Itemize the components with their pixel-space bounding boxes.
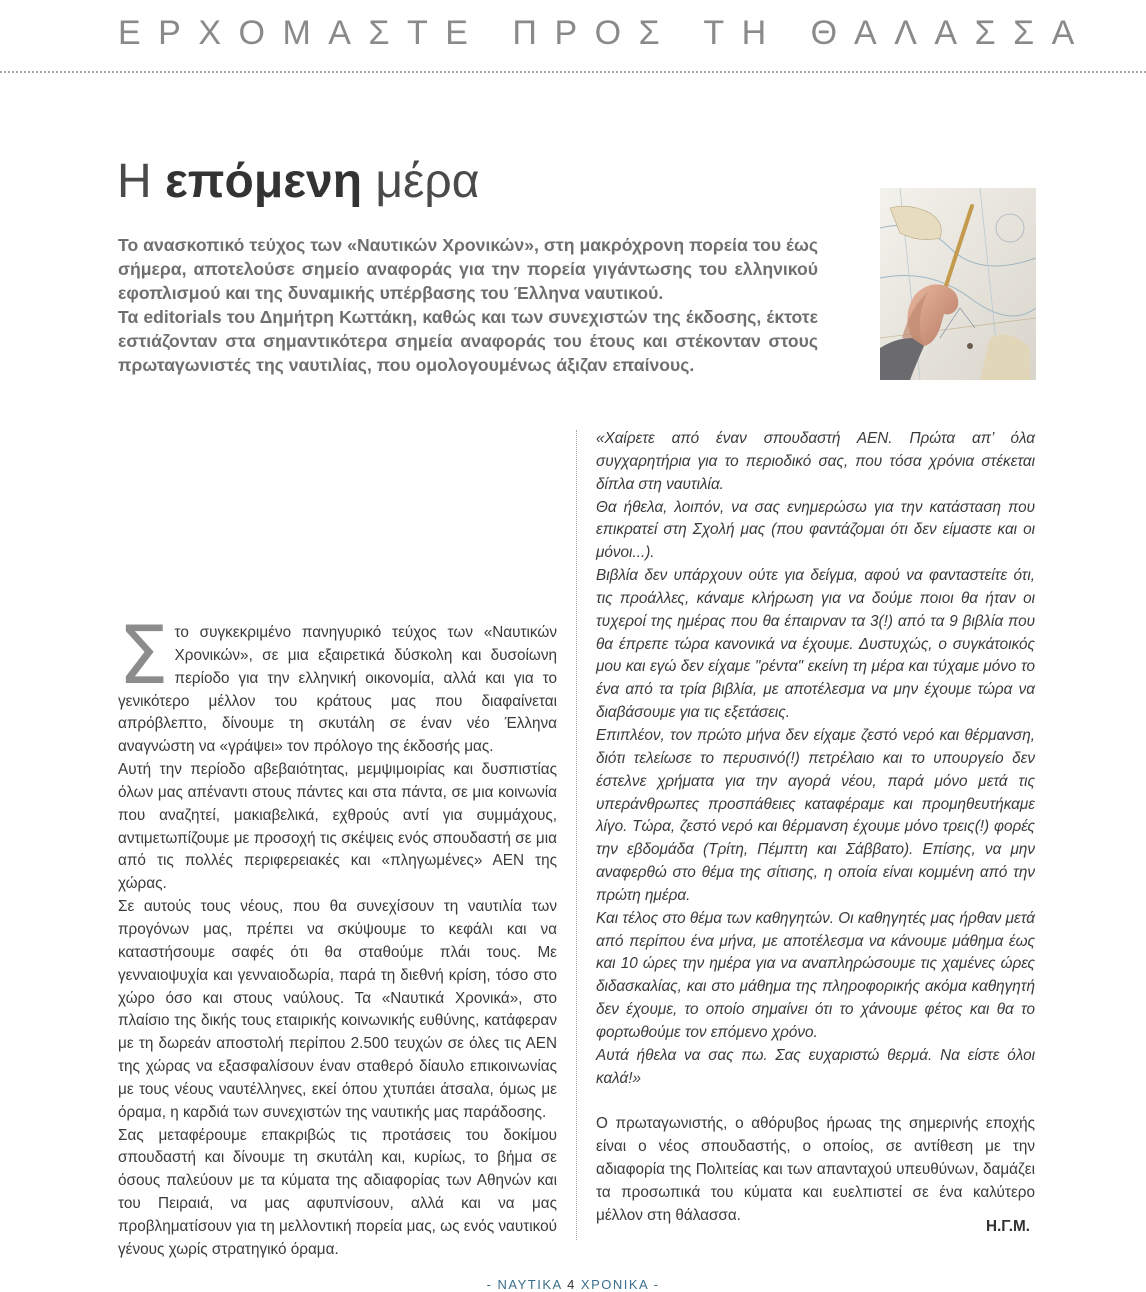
title-part-2: μέρα — [362, 155, 480, 209]
left-paragraph-3: Σε αυτούς τους νέους, που θα συνεχίσουν τη ναυτιλία των προγόνων μας, πρέπει να σκύψουμε το κεφάλι και να καταστήσουμε σαφές ότι θα σταθούμε πλάι τους. Με γενναιοψυχία και γενναιοδωρία, παρά τη διεθνή κρίση, τόσο στο χώρο όσο και στους ναύλους. Τα «Ναυτικά Χρονικά», στο πλαίσιο της δικής τους εταιρικής κοινωνικής ευθύνης, κατάφεραν με τη δωρεάν αποστολή περίπου 2.500 τευχών σε όλες τις ΑΕΝ της χώρας να εξασφαλίσουν έναν σταθερό δίαυλο επικοινωνίας με τους νέους ναυτέλληνες, εκεί όπου χτυπάει άτσαλα, όμως με όραμα, η καρδιά των συνεχιστών της ναυτικής μας παράδοσης. — [118, 898, 557, 1121]
page-footer — [0, 1277, 1146, 1292]
hand-writing-on-chart-image — [880, 188, 1036, 380]
section-header: ΕΡΧΟΜΑΣΤΕ ΠΡΟΣ ΤΗ ΘΑΛΑΣΣΑ — [118, 14, 1092, 52]
left-paragraph-4: Σας μεταφέρουμε επακριβώς τις προτάσεις του δοκίμου σπουδαστή και δίνουμε τη σκυτάλη και, κυρίως, το βήμα σε όσους παλεύουν με τα κύματα της αδιαφορίας των Αθηνών και του Πειραιά, να μας αφυπνίσουν, αλλά και να μας προβληματίσουν για τη μελλοντική πορεία μας, ως ενός ναυτικού γένους χωρίς στρατηγικό όραμα. — [118, 1126, 557, 1258]
right-column — [596, 428, 1035, 1228]
lead-text-1: Το ανασκοπικό τεύχος των «Ναυτικών Χρονικών», στη μακρόχρονη πορεία του έως σήμερα, αποτελούσε σημείο αναφοράς για την πορεία γιγάντωσης του ελληνικού εφοπλισμού και της δυναμικής υπέρβασης του Έλληνα ναυτικού. — [118, 235, 818, 304]
title-part-1: Η — [117, 155, 165, 209]
quote-paragraph-1: «Χαίρετε από έναν σπουδαστή ΑΕΝ. Πρώτα απ’ όλα συγχαρητήρια για το περιοδικό σας, που τόσα χρόνια στέκεται δίπλα στη ναυτιλία. — [596, 430, 1035, 493]
quote-paragraph-6: Αυτά ήθελα να σας πω. Σας ευχαριστώ θερμά. Να είστε όλοι καλά!» — [596, 1046, 1035, 1087]
paragraph-spacer — [596, 1090, 1035, 1113]
header-dotted-rule — [0, 71, 1146, 73]
drop-cap: Σ — [118, 609, 169, 702]
lead-paragraph — [118, 233, 818, 378]
page-number: 4 — [567, 1277, 576, 1292]
left-paragraph-2: Αυτή την περίοδο αβεβαιότητας, μεμψιμοιρίας και δυσπιστίας όλων μας απέναντι στους πάντες και στα πάντα, σε μια κοινωνία που αναζητεί, μακιαβελικά, εχθρούς αντί για συμμάχους, αντιμετωπίζουμε με προσοχή τις σκέψεις ενός σπουδαστή σε μια από τις πολλές περιφερειακές και «πληγωμένες» ΑΕΝ της χώρας. — [118, 761, 557, 893]
footer-right: ΧΡΟΝΙΚΑ - — [575, 1277, 660, 1292]
title-bold-word: επόμενη — [165, 155, 363, 209]
quote-paragraph-5: Και τέλος στο θέμα των καθηγητών. Οι καθηγητές μας ήρθαν μετά από περίπου ένα μήνα, με αποτέλεσμα να κάνουμε μάθημα έως και 10 ώρες την ημέρα για να αναπληρώσουμε τις χαμένες ώρες διδασκαλίας, και στο μάθημα της πληροφορικής ακόμα καθηγητή δεν έχουμε, το οποίο σημαίνει ότι το χάνουμε φέτος και θα το φορτωθούμε τον επόμενο χρόνο. — [596, 909, 1035, 1041]
column-divider — [576, 430, 577, 1240]
closing-paragraph: Ο πρωταγωνιστής, ο αθόρυβος ήρωας της σημερινής εποχής είναι ο νέος σπουδαστής, ο οποίος, σε αντίθεση με την αδιαφορία της Πολιτείας και των απανταχού υπευθύνων, δαμάζει τα προσωπικά του κύματα και ευελπιστεί σε ένα καλύτερο μέλλον στη θάλασσα. — [596, 1115, 1035, 1224]
page-title — [117, 154, 479, 209]
left-column — [118, 609, 557, 1262]
quote-paragraph-3: Βιβλία δεν υπάρχουν ούτε για δείγμα, αφού να φανταστείτε ότι, τις προάλλες, κάναμε κλήρωση για να δούμε ποιοι θα ήταν οι τυχεροί της ημέρας που θα έπαιρναν τα 3(!) από τα 9 βιβλία που θα έπρεπε τώρα κανονικά να έχουμε. Δυστυχώς, ο συγκάτοικός μου και εγώ δεν είχαμε "ρέντα" εκείνη τη μέρα και τύχαμε μόνο το ένα από τα τρία βιβλία, με αποτέλεσμα να μην έχουμε τώρα να διαβάσουμε για τις εξετάσεις. — [596, 567, 1035, 722]
left-paragraph-1: το συγκεκριμένο πανηγυρικό τεύχος των «Ναυτικών Χρονικών», σε μια εξαιρετικά δύσκολη και δυσοίωνη περίοδο για την ελληνική οικονομία, αλλά και για το γενικότερο μέλλον του κράτους μας που διαφαίνεται απρόβλεπτο, δίνουμε τη σκυτάλη σε έναν νέο Έλληνα αναγνώστη να «γράψει» τον πρόλογο της έκδοσής μας. — [118, 624, 557, 756]
quote-paragraph-2: Θα ήθελα, λοιπόν, να σας ενημερώσω για την κατάσταση που επικρατεί στη Σχολή μας (που φαντάζομαι ότι δεν είμαστε και οι μόνοι...). — [596, 498, 1035, 562]
nautical-chart-photo — [880, 188, 1036, 380]
quote-paragraph-4: Επιπλέον, τον πρώτο μήνα δεν είχαμε ζεστό νερό και θέρμανση, διότι τελείωσε το περυσινό(!) πετρέλαιο και το υπουργείο δεν έστελνε χρήματα για την αγορά νέου, παρά μόνο μετά τις υπεράνθρωπες προσπάθειες καταφέραμε και προμηθευτήκαμε λίγο. Τώρα, ζεστό νερό και θέρμανση έχουμε μόνο τρεις(!) φορές την εβδομάδα (Τρίτη, Πέμπτη και Σάββατο). Επίσης, να μην αναφερθώ στο θέμα της σίτισης, η οποία είναι κομμένη από την πρώτη ημέρα. — [596, 726, 1035, 904]
signature-initials: Η.Γ.Μ. — [986, 1218, 1031, 1235]
lead-text-2: Τα editorials του Δημήτρη Κωττάκη, καθώς και των συνεχιστών της έκδοσης, έκτοτε εστιάζονταν στα σημαντικότερα σημεία αναφοράς του έτους και στέκονταν στους πρωταγωνιστές της ναυτιλίας, που ομολογουμένως άξιζαν επαίνους. — [118, 307, 818, 376]
footer-left: - ΝΑΥΤΙΚΑ — [486, 1277, 568, 1292]
